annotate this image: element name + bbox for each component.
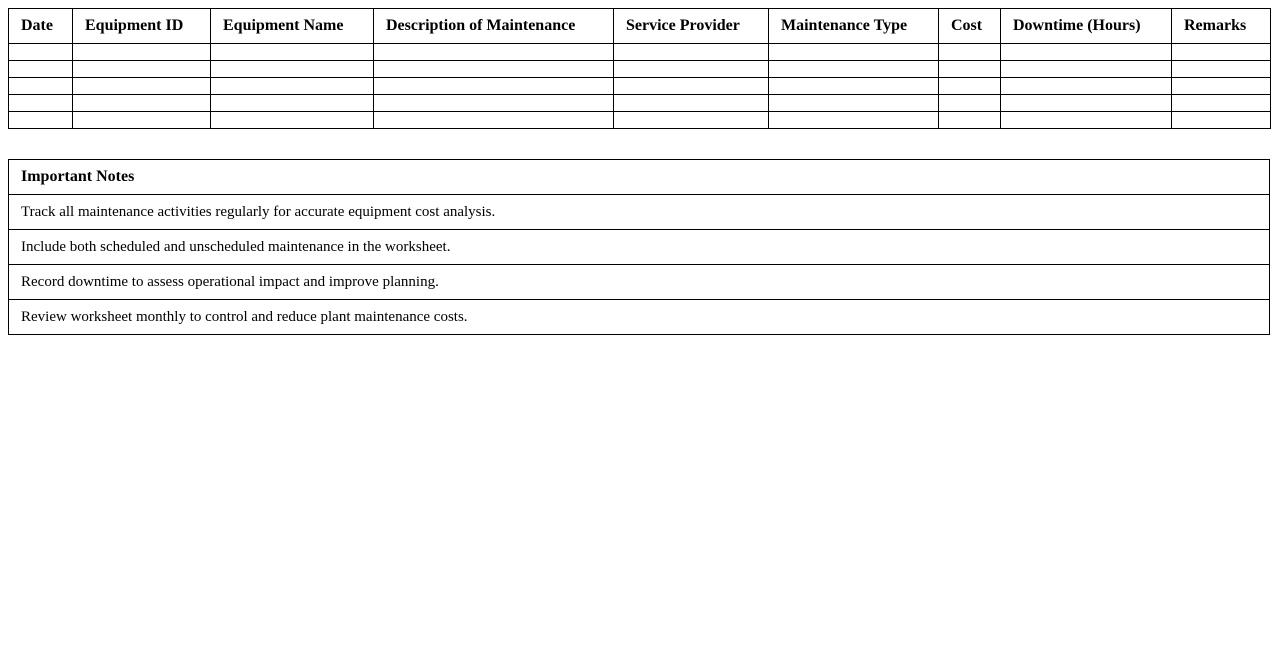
note-row bbox=[9, 195, 1270, 230]
table-cell[interactable] bbox=[1172, 78, 1271, 95]
table-cell[interactable] bbox=[374, 95, 614, 112]
column-header-description: Description of Maintenance bbox=[374, 9, 614, 44]
header-row bbox=[9, 9, 1271, 44]
table-cell[interactable] bbox=[374, 44, 614, 61]
table-cell[interactable] bbox=[73, 44, 211, 61]
important-notes-table bbox=[8, 159, 1270, 335]
table-cell[interactable] bbox=[1001, 95, 1172, 112]
log-body bbox=[9, 44, 1271, 129]
table-cell[interactable] bbox=[1172, 112, 1271, 129]
table-cell[interactable] bbox=[769, 61, 939, 78]
table-cell[interactable] bbox=[211, 78, 374, 95]
table-cell[interactable] bbox=[9, 95, 73, 112]
column-header-equipment-name: Equipment Name bbox=[211, 9, 374, 44]
table-cell[interactable] bbox=[939, 95, 1001, 112]
table-cell[interactable] bbox=[939, 78, 1001, 95]
table-cell[interactable] bbox=[9, 112, 73, 129]
column-header-downtime: Downtime (Hours) bbox=[1001, 9, 1172, 44]
table-row bbox=[9, 61, 1271, 78]
table-cell[interactable] bbox=[939, 44, 1001, 61]
table-cell[interactable] bbox=[9, 61, 73, 78]
note-item: Review worksheet monthly to control and reduce plant maintenance costs. bbox=[9, 300, 1270, 335]
table-cell[interactable] bbox=[73, 112, 211, 129]
table-cell[interactable] bbox=[614, 112, 769, 129]
table-cell[interactable] bbox=[1001, 61, 1172, 78]
table-cell[interactable] bbox=[614, 78, 769, 95]
table-cell[interactable] bbox=[939, 61, 1001, 78]
table-cell[interactable] bbox=[211, 61, 374, 78]
table-cell[interactable] bbox=[73, 61, 211, 78]
table-cell[interactable] bbox=[614, 44, 769, 61]
table-cell[interactable] bbox=[769, 95, 939, 112]
table-cell[interactable] bbox=[614, 61, 769, 78]
table-row bbox=[9, 95, 1271, 112]
table-cell[interactable] bbox=[769, 78, 939, 95]
column-header-maintenance-type: Maintenance Type bbox=[769, 9, 939, 44]
notes-heading: Important Notes bbox=[9, 160, 1270, 195]
notes-heading-row bbox=[9, 160, 1270, 195]
column-header-service-provider: Service Provider bbox=[614, 9, 769, 44]
table-cell[interactable] bbox=[1172, 44, 1271, 61]
table-cell[interactable] bbox=[1001, 78, 1172, 95]
note-row bbox=[9, 230, 1270, 265]
column-header-date: Date bbox=[9, 9, 73, 44]
table-cell[interactable] bbox=[73, 95, 211, 112]
column-header-remarks: Remarks bbox=[1172, 9, 1271, 44]
table-cell[interactable] bbox=[211, 112, 374, 129]
table-cell[interactable] bbox=[769, 44, 939, 61]
table-cell[interactable] bbox=[211, 95, 374, 112]
table-cell[interactable] bbox=[769, 112, 939, 129]
column-header-equipment-id: Equipment ID bbox=[73, 9, 211, 44]
table-row bbox=[9, 44, 1271, 61]
table-cell[interactable] bbox=[1172, 95, 1271, 112]
column-header-cost: Cost bbox=[939, 9, 1001, 44]
table-cell[interactable] bbox=[1001, 112, 1172, 129]
note-row bbox=[9, 265, 1270, 300]
worksheet bbox=[8, 8, 1270, 335]
note-item: Record downtime to assess operational impact and improve planning. bbox=[9, 265, 1270, 300]
table-cell[interactable] bbox=[374, 61, 614, 78]
table-row bbox=[9, 112, 1271, 129]
table-row bbox=[9, 78, 1271, 95]
maintenance-log-table bbox=[8, 8, 1271, 129]
table-cell[interactable] bbox=[9, 78, 73, 95]
table-cell[interactable] bbox=[211, 44, 374, 61]
note-item: Track all maintenance activities regularly for accurate equipment cost analysis. bbox=[9, 195, 1270, 230]
table-cell[interactable] bbox=[374, 112, 614, 129]
table-cell[interactable] bbox=[1172, 61, 1271, 78]
table-cell[interactable] bbox=[9, 44, 73, 61]
table-cell[interactable] bbox=[939, 112, 1001, 129]
table-cell[interactable] bbox=[614, 95, 769, 112]
table-cell[interactable] bbox=[374, 78, 614, 95]
note-item: Include both scheduled and unscheduled maintenance in the worksheet. bbox=[9, 230, 1270, 265]
note-row bbox=[9, 300, 1270, 335]
table-cell[interactable] bbox=[1001, 44, 1172, 61]
table-cell[interactable] bbox=[73, 78, 211, 95]
